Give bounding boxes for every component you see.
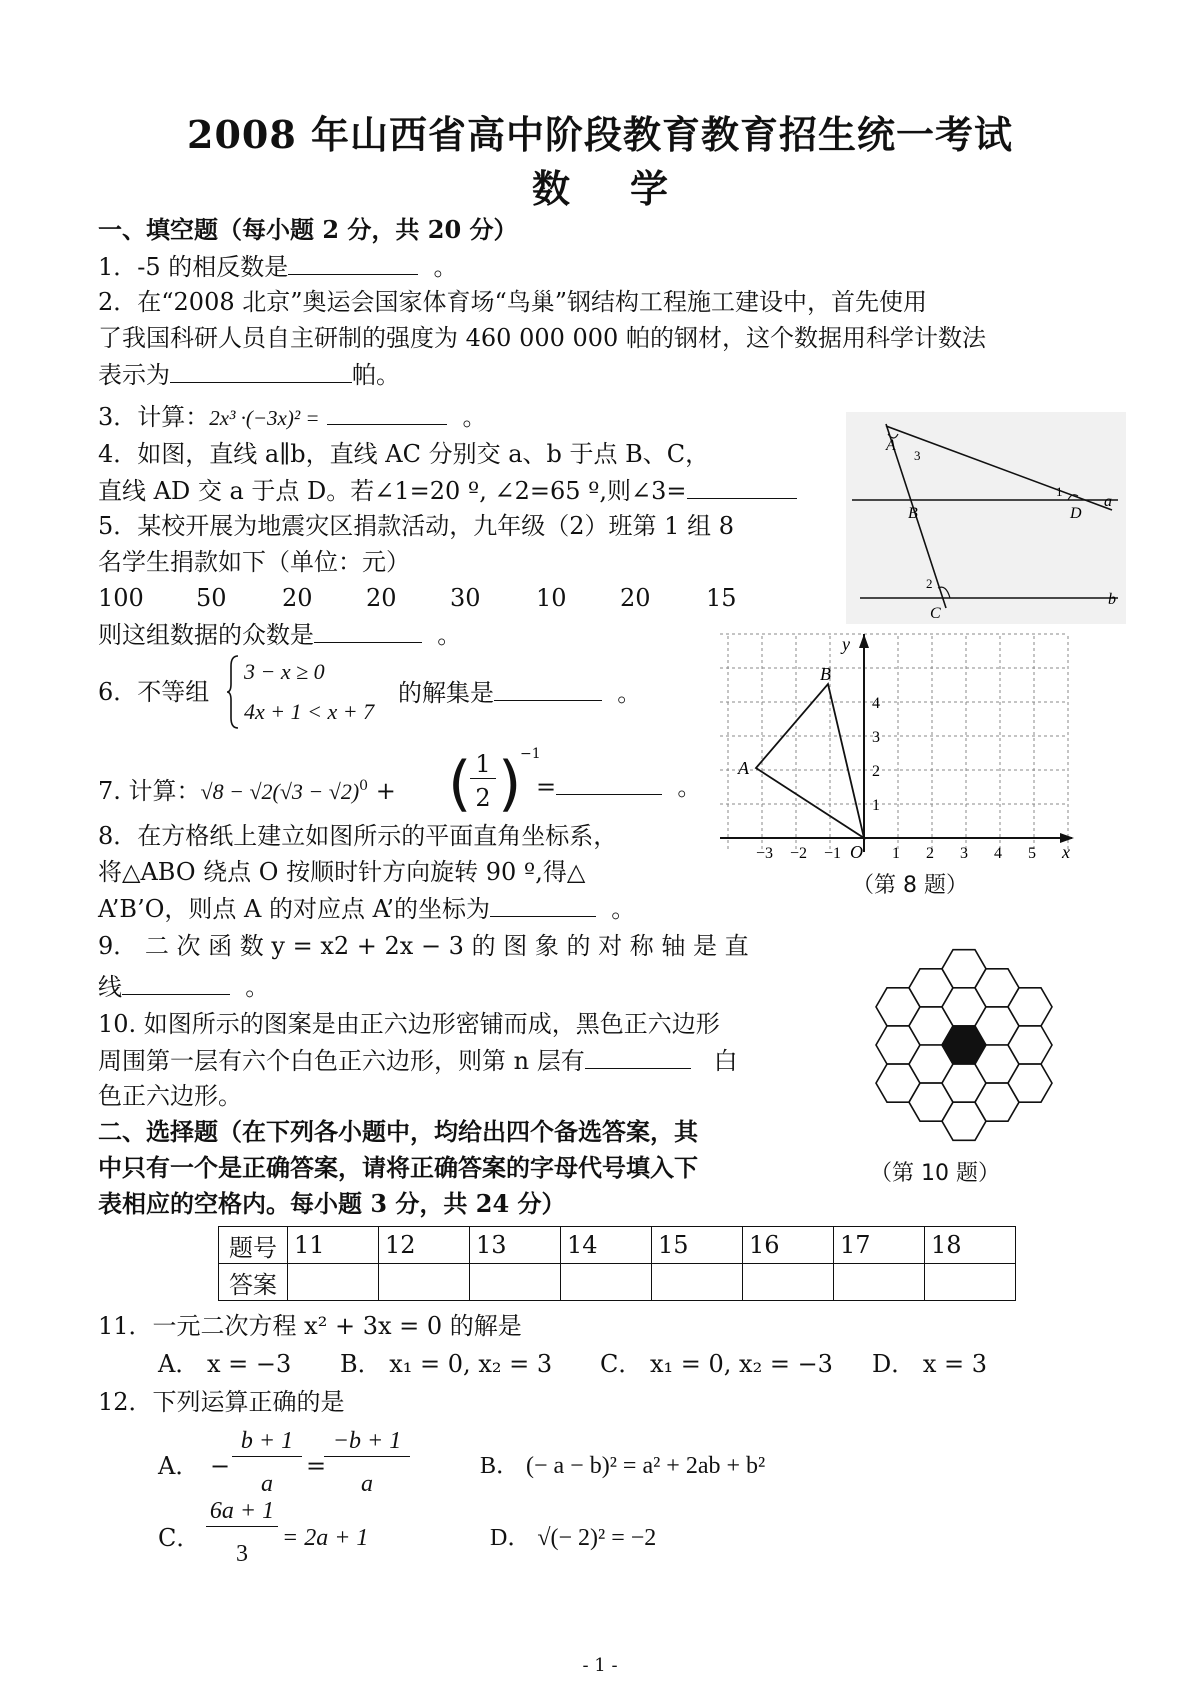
table-cell: 16 (743, 1227, 834, 1264)
paren-left: ( (448, 749, 472, 819)
section1-heading: 一、填空题（每小题 2 分，共 20 分） (98, 215, 518, 244)
q12-a-numerator-2: −b + 1 (324, 1426, 410, 1457)
q11-option-b: B． x₁ = 0, x₂ = 3 (340, 1350, 553, 1378)
section2-heading-line3: 表相应的空格内。每小题 3 分，共 24 分） (98, 1189, 566, 1218)
q12-c-rhs: = 2a + 1 (282, 1525, 369, 1551)
x-tick-labels (756, 845, 1036, 862)
answer-blank (288, 250, 418, 275)
x-tick-label: 4 (994, 845, 1002, 862)
x-tick-label: 5 (1028, 845, 1036, 862)
q12-option-b: B． (− a − b)² = a² + 2ab + b² (480, 1453, 766, 1479)
brace-icon (226, 654, 240, 730)
question-6: 6．不等组 (98, 678, 210, 706)
question-10-line1: 10. 如图所示的图案是由正六边形密铺而成，黑色正六边形 (98, 1010, 720, 1038)
x-axis-label: x (1062, 842, 1070, 862)
table-cell: 17 (834, 1227, 925, 1264)
label-c-point: C (930, 605, 941, 622)
label-angle-2: 2 (926, 576, 933, 591)
answer-blank (122, 970, 230, 995)
question-3: 3．计算：2x³ ·(−3x)² = 。 (98, 400, 487, 434)
table-cell: 12 (379, 1227, 470, 1264)
x-tick-label: 1 (892, 845, 900, 862)
answer-cell[interactable] (652, 1264, 743, 1301)
q12-a-denominator-2: a (361, 1471, 373, 1497)
question-7-answer: = 。 (536, 770, 701, 803)
question-9-line1: 9． 二 次 函 数 y = x2 + 2x − 3 的 图 象 的 对 称 轴 是 直 (98, 932, 749, 960)
y-tick-label: 4 (872, 695, 880, 712)
y-tick-label: 1 (872, 797, 880, 814)
q12-a-numerator-1: b + 1 (232, 1426, 302, 1457)
answer-blank (585, 1044, 691, 1069)
answer-cell[interactable] (379, 1264, 470, 1301)
exam-title: 2008 年山西省高中阶段教育教育招生统一考试 (187, 112, 1013, 157)
answer-blank (556, 770, 662, 795)
answer-blank (687, 474, 797, 499)
answer-cell[interactable] (470, 1264, 561, 1301)
table-cell: 15 (652, 1227, 743, 1264)
label-d-point: D (1070, 505, 1082, 522)
answer-cell[interactable] (834, 1264, 925, 1301)
x-tick-label: 2 (926, 845, 934, 862)
question-5-line2: 名学生捐款如下（单位：元） (98, 548, 410, 576)
exam-page: 2008 年山西省高中阶段教育教育招生统一考试 数学 一、填空题（每小题 2 分，共 20 分） 1．-5 的相反数是 。 2．在“2008 北京”奥运会国家体育场“鸟巢”钢结构工程施工建设中，首先使用 了我国科研人员自主研制的强度为 460 000 000 帕的钢材，这个数据用科学计数法 表示为 帕。 3．计算：2x³ ·(−3x)² = 。 4．如图，直线 a∥b，直线 AC 分别交 a、b 于点 B、C， 直线 AD 交 a 于点 D。若∠1=20 º, ∠2=65 º,则∠3= 5．某校开展为地震灾区捐款活动，九年级（2）班第 1 组 8 名学生捐款如下（单位：元） 100 50 20 20 30 10 20 15 则这组数据的众数是 。 6．不等组 3 − x ≥ 0 4x + 1 < x + 7 的解集是 。 7. 计算：$√8 - √2(√3 - √2)^0$ + ( 1 2 ) −1 = 。 8．在方格纸上建立如图所示的平面直角坐标系， 将△ABO 绕点 O 按顺时针方向旋转 90 º,得△ A’B’O，则点 A 的对应点 A’的坐标为 。 9． 二 次 函 数 y = x2 + 2x − 3 的 图 象 的 对 称 轴 是 直 线 。 10. 如图所示的图案是由正六边形密铺而成，黑色正六边形 周围第一层有六个白色正六边形，则第 n 层有 白 色正六边形。 二、选择题（在下列各小题中，均给出四个备选答案，其 中只有一个是正确答案，请将正确答案的字母代号填入下 表相应的空格内。每小题 3 分，共 24 分） 题号 11 12 13 14 15 16 17 18 答案 11．一元二次方程 x² + 3x = 0 的解是 A． x = −3 B． x₁ = 0, x₂ = 3 C． x₁ = 0, x₂ = −3 D． x = 3 12．下列运算正确的是 A． − b + 1 a = −b + 1 a B． (− a − b)² = a² + 2ab + b² C． 6a + 1 3 = 2a + 1 D． √(− 2)² = −2 - 1 - A 3 1 B D a 2 C b y x O A B −3 −2 −1 1 2 3 4 5 1 2 3 4 （第 8 题） （第 10 题） (0, 0, 1200, 1695)
q11-option-c: C． x₁ = 0, x₂ = −3 (600, 1350, 833, 1378)
label-a-point: A (886, 437, 896, 454)
question-2-line3: 表示为 帕。 (98, 358, 400, 391)
question-5-line4: 则这组数据的众数是 。 (98, 618, 461, 651)
table-cell: 11 (288, 1227, 379, 1264)
answer-blank (490, 892, 596, 917)
x-tick-label: −3 (756, 845, 774, 862)
question-2-line2: 了我国科研人员自主研制的强度为 460 000 000 帕的钢材，这个数据用科学计数法 (98, 324, 986, 352)
figure-q10-caption: （第 10 题） (870, 1161, 1000, 1186)
inequality-2: 4x + 1 < x + 7 (244, 699, 375, 724)
label-line-a: a (1104, 493, 1112, 510)
answer-blank (327, 400, 447, 425)
y-axis-label: y (842, 634, 850, 654)
paren-right: ) (498, 749, 522, 819)
figure-q10-hexagons (858, 940, 1070, 1150)
answer-cell[interactable] (561, 1264, 652, 1301)
y-tick-label: 3 (872, 729, 880, 746)
point-b-label: B (820, 664, 831, 684)
label-line-b: b (1108, 591, 1116, 608)
figure-q8-caption: （第 8 题） (852, 873, 968, 898)
exam-subject: 数学 (531, 166, 728, 211)
question-4-line1: 4．如图，直线 a∥b，直线 AC 分别交 a、b 于点 B、C， (98, 440, 710, 468)
section2-heading-line1: 二、选择题（在下列各小题中，均给出四个备选答案，其 (98, 1117, 698, 1146)
question-8-line2: 将△ABO 绕点 O 按顺时针方向旋转 90 º,得△ (98, 858, 586, 886)
table-cell: 18 (925, 1227, 1016, 1264)
inequality-1: 3 − x ≥ 0 (244, 659, 325, 684)
answer-blank (494, 676, 602, 701)
question-4-line2: 直线 AD 交 a 于点 D。若∠1=20 º, ∠2=65 º,则∠3= (98, 474, 797, 507)
q12-a-minus: − (210, 1452, 231, 1480)
table-row (219, 1264, 1016, 1301)
x-tick-label: −2 (790, 845, 808, 862)
triangle-abo (756, 684, 864, 838)
page-number: - 1 - (582, 1655, 618, 1676)
table-cell: 13 (470, 1227, 561, 1264)
q11-option-d: D． x = 3 (872, 1350, 988, 1378)
figure-q8-grid (716, 630, 1080, 862)
q12-option-a: A． (158, 1452, 200, 1480)
q12-c-numerator: 6a + 1 (206, 1496, 278, 1527)
question-1: 1．-5 的相反数是 。 (98, 250, 458, 283)
y-tick-labels (872, 695, 880, 814)
question-5-line1: 5．某校开展为地震灾区捐款活动，九年级（2）班第 1 组 8 (98, 512, 734, 540)
q12-option-c: C． (158, 1524, 201, 1552)
y-axis-arrow-icon (859, 634, 869, 648)
x-tick-label: 3 (960, 845, 968, 862)
q12-option-d: D． √(− 2)² = −2 (490, 1525, 657, 1551)
q12-a-denominator-1: a (261, 1471, 273, 1497)
table-row-label: 题号 (219, 1227, 288, 1264)
answer-blank (170, 358, 352, 383)
answer-table (218, 1226, 1016, 1301)
question-8-line1: 8．在方格纸上建立如图所示的平面直角坐标系， (98, 822, 618, 850)
grid-lines (720, 634, 1068, 852)
label-b-point: B (908, 505, 918, 522)
answer-cell[interactable] (743, 1264, 834, 1301)
answer-cell[interactable] (925, 1264, 1016, 1301)
x-tick-label: −1 (824, 845, 842, 862)
q11-option-a: A． x = −3 (158, 1350, 292, 1378)
section2-heading-line2: 中只有一个是正确答案，请将正确答案的字母代号填入下 (98, 1153, 698, 1182)
q12-a-equals: = (306, 1452, 327, 1480)
label-angle-3: 3 (914, 448, 921, 463)
question-10-line2: 周围第一层有六个白色正六边形，则第 n 层有 白 (98, 1044, 738, 1077)
q12-c-denominator: 3 (236, 1541, 248, 1567)
table-row-label: 答案 (219, 1264, 288, 1301)
figure-q4 (846, 412, 1126, 624)
answer-cell[interactable] (288, 1264, 379, 1301)
question-11: 11．一元二次方程 x² + 3x = 0 的解是 (98, 1312, 522, 1340)
origin-label: O (850, 842, 863, 862)
table-row (219, 1227, 1016, 1264)
answer-blank (314, 618, 422, 643)
question-6-tail: 的解集是 。 (398, 676, 641, 709)
question-8-line3: A’B’O，则点 A 的对应点 A’的坐标为 。 (98, 892, 635, 925)
question-7: 7. 计算：$√8 - √2(√3 - √2)^0$ + (98, 777, 396, 805)
table-cell: 14 (561, 1227, 652, 1264)
question-10-line3: 色正六边形。 (98, 1082, 242, 1110)
question-9-line2: 线 。 (98, 970, 269, 1003)
question-12: 12．下列运算正确的是 (98, 1388, 345, 1416)
label-angle-1: 1 (1056, 484, 1063, 499)
y-tick-label: 2 (872, 763, 880, 780)
question-2-line1: 2．在“2008 北京”奥运会国家体育场“鸟巢”钢结构工程施工建设中，首先使用 (98, 288, 928, 316)
point-a-label: A (738, 758, 749, 778)
